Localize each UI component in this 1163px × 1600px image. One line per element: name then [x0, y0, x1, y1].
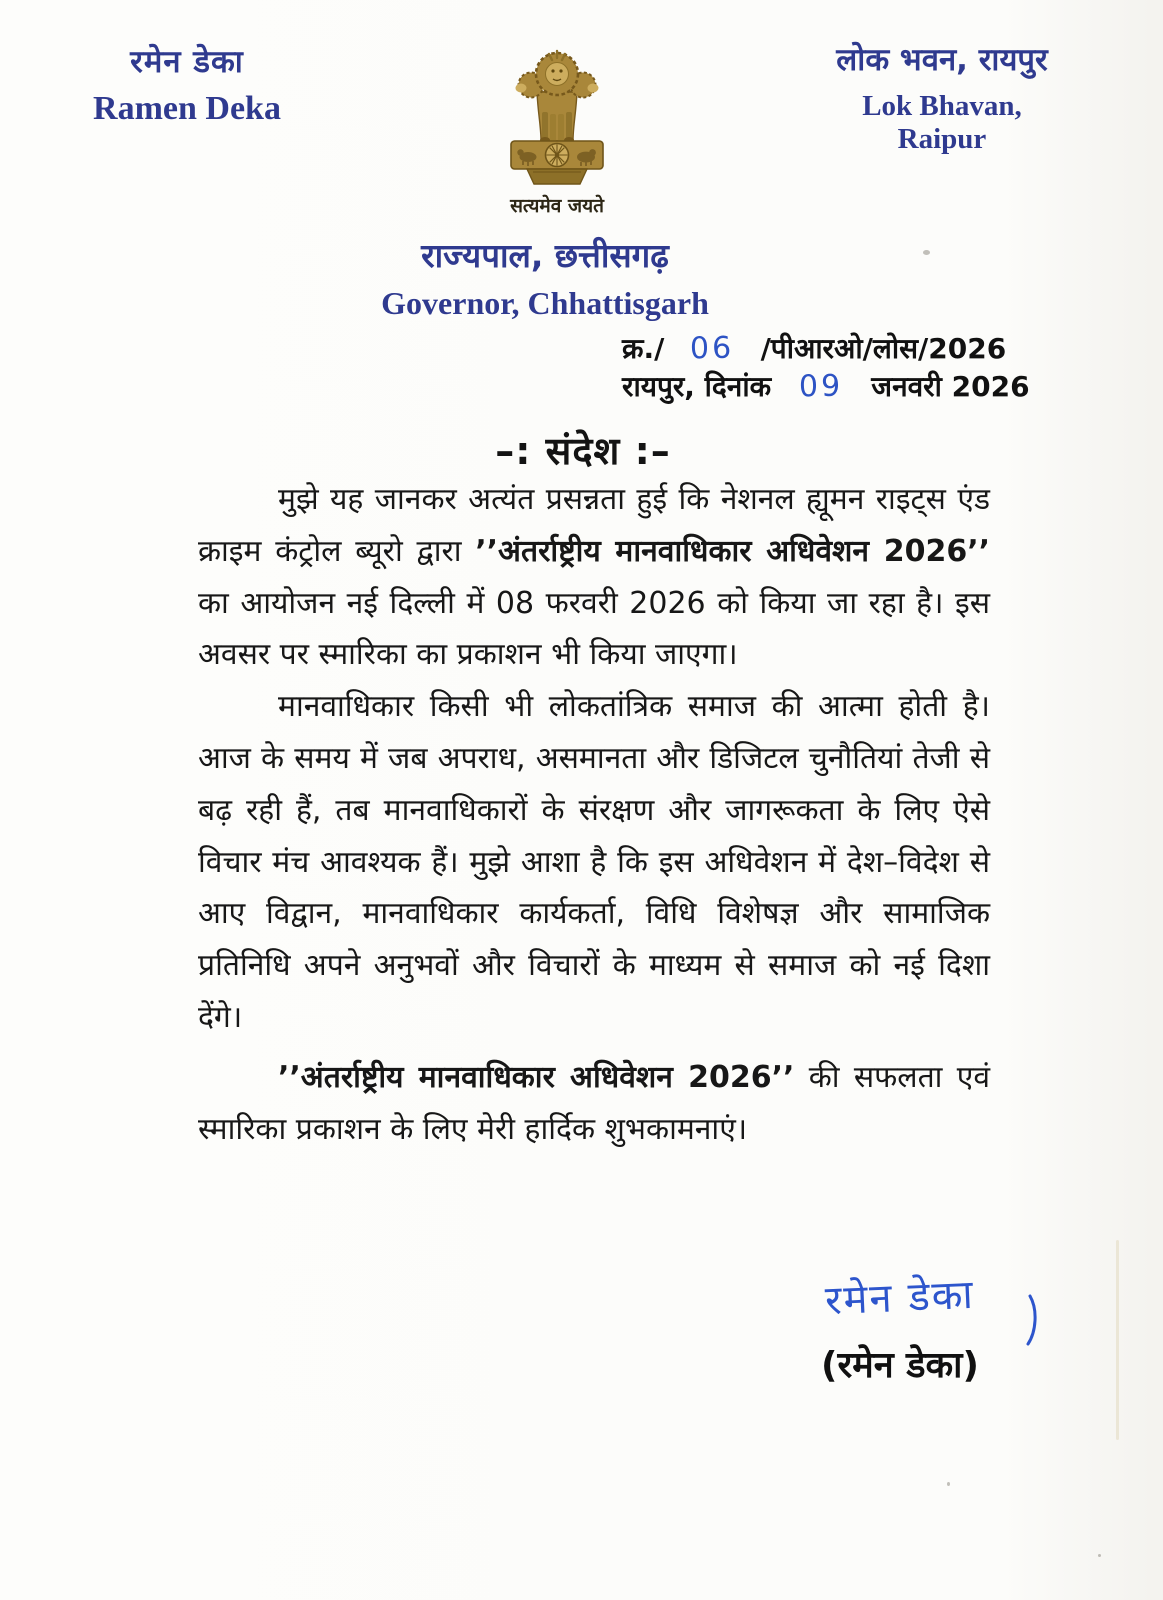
text-segment: की सफलता एवं स्मारिका प्रकाशन के लिए मेरी हार्दिक शुभकामनाएं। [198, 1059, 990, 1147]
paragraph-1 [198, 474, 990, 681]
reference-number-line [622, 330, 1030, 368]
printed-signatory-name: (रमेन डेका) [821, 1345, 979, 1386]
scan-speck [923, 250, 930, 255]
state-emblem-of-india-icon [496, 171, 618, 190]
reference-number-handwritten: 06 [690, 330, 735, 367]
date-day-handwritten: 09 [798, 368, 844, 405]
text-segment: मानवाधिकार किसी भी लोकतांत्रिक समाज की आत्मा होती है। आज के समय में जब अपराध, असमानता और डिजिटल चुनौतियां तेजी से बढ़ रही हैं, तब मानवाधिकारों के संरक्षण और जागरूकता के लिए ऐसे विचार मंच आवश्यक हैं। मुझे आशा है कि इस अधिवेशन में देश–विदेश से आए विद्वान, मानवाधिकार कार्यकर्ता, विधि विशेषज्ञ और सामाजिक प्रतिनिधि अपने अनुभवों और विचारों के माध्यम से समाज को नई दिशा देंगे। [198, 689, 990, 1035]
state-emblem-block [492, 36, 622, 218]
office-title-english: Governor, Chhattisgarh [381, 285, 709, 321]
scan-speck [947, 1482, 950, 1486]
letter-heading: –: संदेश :– [495, 429, 671, 473]
reference-number-label: क्र./ [622, 332, 665, 365]
signature-block [770, 1268, 1030, 1388]
handwritten-signature: रमेन डेका [824, 1271, 976, 1325]
sender-name-english: Ramen Deka [93, 90, 281, 127]
reference-block [622, 330, 1030, 406]
reference-number-suffix: /पीआरओ/लोस/2026 [760, 332, 1007, 365]
scan-speck [1098, 1554, 1101, 1557]
office-title-hindi: राज्यपाल, छत्तीसगढ़ [421, 236, 669, 275]
letterhead-sender [62, 40, 312, 128]
emblem-motto: सत्यमेव जयते [510, 195, 604, 217]
text-segment: ’’अंतर्राष्ट्रीय मानवाधिकार अधिवेशन 2026’’ [475, 533, 990, 569]
address-hindi: लोक भवन, रायपुर [836, 42, 1048, 78]
date-month-year: जनवरी 2026 [871, 370, 1030, 403]
reference-date-line [622, 368, 1030, 406]
letterhead-address [817, 38, 1067, 156]
text-segment: का आयोजन नई दिल्ली में 08 फरवरी 2026 को किया जा रहा है। इस अवसर पर स्मारिका का प्रकाशन भी किया जाएगा। [198, 585, 990, 673]
text-segment: ’’अंतर्राष्ट्रीय मानवाधिकार अधिवेशन 2026’’ [278, 1059, 795, 1095]
date-label: रायपुर, दिनांक [622, 370, 772, 403]
sender-name-hindi: रमेन डेका [130, 44, 244, 80]
address-english: Lok Bhavan, Raipur [862, 90, 1022, 155]
paragraph-3 [198, 1052, 990, 1156]
text-segment: मुझे यह जानकर अत्यंत प्रसन्नता हुई कि नेशनल ह्यूमन राइट्स एंड क्राइम कंट्रोल ब्यूरो द्वारा [198, 482, 990, 569]
office-title [330, 232, 760, 322]
paragraph-2 [198, 681, 990, 1044]
scan-crease [1116, 1240, 1119, 1440]
letter-body [198, 474, 990, 1155]
signature-tail-stroke [1024, 1294, 1042, 1352]
